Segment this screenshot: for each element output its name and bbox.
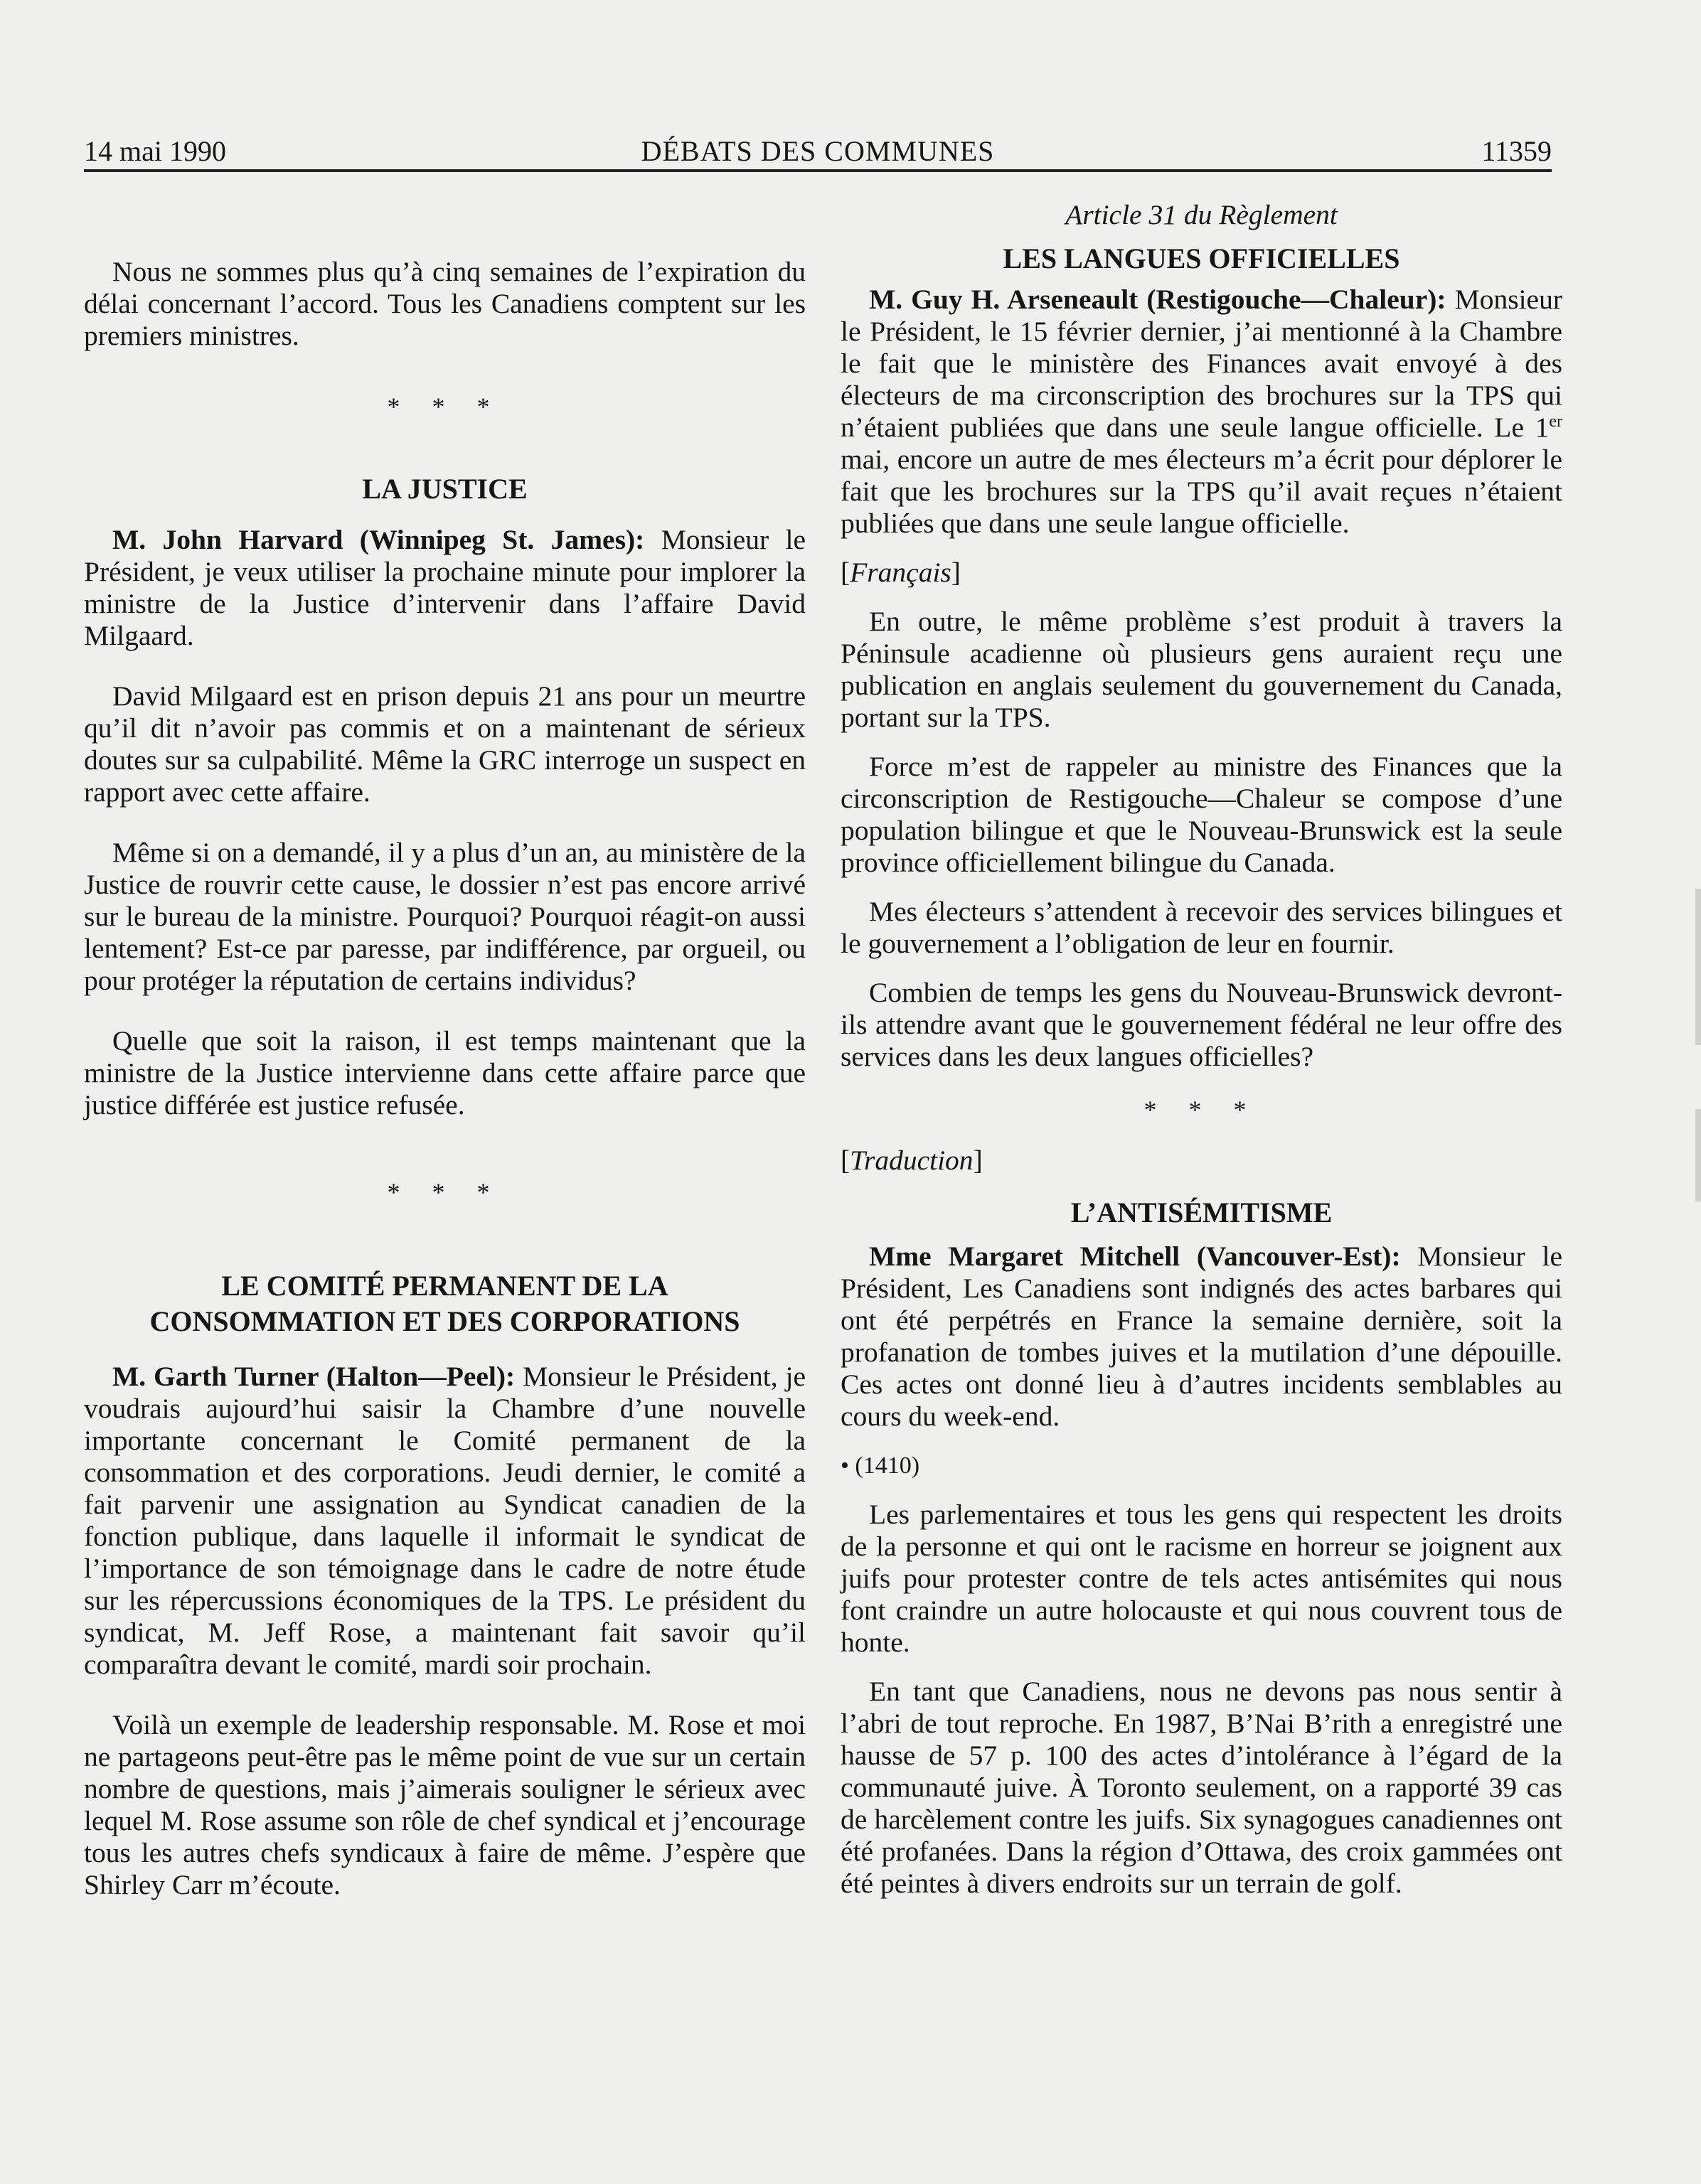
langues-paragraph-5: Combien de temps les gens du Nouveau-Brunswick devront-ils attendre avant que le gouvernement fédéral ne leur offre des services dans les deux langues officielles?: [841, 977, 1562, 1072]
justice-paragraph-4: Quelle que soit la raison, il est temps maintenant que la ministre de la Justice intervienne dans cette affaire parce que justice différée est justice refusée.: [84, 1025, 806, 1120]
page-header: [84, 134, 1552, 172]
section-separator: * * *: [387, 1178, 503, 1206]
speaker-name: M. Guy H. Arseneault (Restigouche—Chaleur):: [869, 284, 1446, 315]
publication-title: DÉBATS DES COMMUNES: [641, 135, 995, 167]
justice-paragraph-3: Même si on a demandé, il y a plus d’un an, au ministère de la Justice de rouvrir cette cause, le dossier n’est pas encore arrivé sur le bureau de la ministre. Pourquoi? Pourquoi réagit-on aussi lentement? Est-ce par paresse, par indifférence, par orgueil, ou pour protéger la réputation de certains individus?: [84, 837, 806, 996]
language-note: [Français]: [841, 557, 961, 588]
left-column: [84, 199, 806, 1901]
superscript: er: [1549, 412, 1562, 431]
section-title-antisemitism: L’ANTISÉMITISME: [1070, 1197, 1333, 1228]
committee-paragraph-2: Voilà un exemple de leadership responsable. M. Rose et moi ne partageons peut-être pas le même point de vue sur un certain nombre de questions, mais j’aimerais souligner le sérieux avec lequel M. Rose assume son rôle de chef syndical et j’encourage tous les autres chefs syndicaux à faire de même. J’espère que Shirley Carr m’écoute.: [84, 1709, 806, 1900]
section-separator: * * *: [387, 392, 503, 421]
speech-text: Monsieur le Président, je veux utiliser la prochaine minute pour implorer la ministre de la Justice d’intervenir dans l’affaire David Milgaard.: [84, 524, 806, 651]
committee-speech: [84, 1361, 806, 1681]
justice-paragraph-2: David Milgaard est en prison depuis 21 ans pour un meurtre qu’il dit n’avoir pas commis et on a maintenant de sérieux doutes sur sa culpabilité. Même la GRC interroge un suspect en rapport avec cette affaire.: [84, 680, 806, 808]
langues-paragraph-2: En outre, le même problème s’est produit à travers la Péninsule acadienne où plusieurs gens auraient reçu une publication en anglais seulement du gouvernement du Canada, portant sur la TPS.: [841, 606, 1562, 733]
langues-paragraph-3: Force m’est de rappeler au ministre des Finances que la circonscription de Restigouche—Chaleur se compose d’une population bilingue et que le Nouveau-Brunswick est la seule province officiellement bilingue du Canada.: [841, 751, 1562, 878]
speaker-name: Mme Margaret Mitchell (Vancouver-Est):: [869, 1241, 1401, 1272]
translation-label: Traduction: [850, 1145, 974, 1176]
speaker-name: M. Garth Turner (Halton—Peel):: [112, 1361, 516, 1392]
langues-paragraph-4: Mes électeurs s’attendent à recevoir des services bilingues et le gouvernement a l’obligation de leur en fournir.: [841, 896, 1562, 959]
section-title-justice: LA JUSTICE: [362, 473, 528, 505]
scan-edge-mark: [1695, 1109, 1701, 1201]
speaker-name: M. John Harvard (Winnipeg St. James):: [112, 524, 645, 555]
time-marker: • (1410): [841, 1452, 920, 1479]
antisem-paragraph-3: En tant que Canadiens, nous ne devons pas nous sentir à l’abri de tout reproche. En 1987, B’Nai B’rith a enregistré une hausse de 57 p. 100 des actes d’intolérance à l’égard de la communauté juive. À Toronto seulement, on a rapporté 39 cas de harcèlement contre les juifs. Six synagogues canadiennes ont été profanées. Dans la région d’Ottawa, des croix gammées ont été peintes à divers endroits sur un terrain de golf.: [841, 1676, 1562, 1899]
translation-note: [Traduction]: [841, 1145, 983, 1176]
standing-order-caption: Article 31 du Règlement: [1065, 199, 1338, 230]
section-title-line-1: LE COMITÉ PERMANENT DE LA: [221, 1270, 668, 1302]
langues-speech: [841, 284, 1562, 540]
page-date: 14 mai 1990: [84, 135, 226, 167]
antisem-paragraph-2: Les parlementaires et tous les gens qui respectent les droits de la personne et qui ont le racisme en horreur se joignent aux juifs pour protester contre de tels actes antisémites qui nous font craindre un autre holocauste et qui nous couvrent tous de honte.: [841, 1499, 1562, 1658]
antisem-speech: [841, 1241, 1562, 1433]
justice-speech: [84, 524, 806, 652]
speech-text: Monsieur le Président, Les Canadiens sont indignés des actes barbares qui ont été perpétrés en France la semaine dernière, soit la profanation de tombes juives et la mutilation d’une dépouille. Ces actes ont donné lieu à d’autres incidents semblables au cours du week-end.: [841, 1241, 1562, 1432]
section-title-langues: LES LANGUES OFFICIELLES: [1003, 242, 1400, 274]
speech-text-continued: mai, encore un autre de mes électeurs m’a écrit pour déplorer le fait que les brochures sur la TPS qu’il avait reçues n’étaient publiées que dans une seule langue officielle.: [841, 444, 1562, 539]
page-number: 11359: [1481, 135, 1552, 167]
language-label: Français: [850, 557, 951, 588]
right-column: [841, 199, 1562, 1900]
section-title-line-2: CONSOMMATION ET DES CORPORATIONS: [149, 1305, 740, 1337]
section-title-committee: [84, 1268, 806, 1339]
scan-edge-mark: [1695, 889, 1701, 1045]
speech-text: Monsieur le Président, le 15 février dernier, j’ai mentionné à la Chambre le fait que le ministère des Finances avait envoyé à des électeurs de ma circonscription des brochures sur la TPS qui n’étaient publiées que dans une seule langue officielle. Le 1: [841, 284, 1562, 443]
speech-text: Monsieur le Président, je voudrais aujourd’hui saisir la Chambre d’une nouvelle importante concernant le Comité permanent de la consommation et des corporations. Jeudi dernier, le comité a fait parvenir une assignation au Syndicat canadien de la fonction publique, dans laquelle il informait le syndicat de l’importance de son témoignage dans le cadre de notre étude sur les répercussions économiques de la TPS. Le président du syndicat, M. Jeff Rose, a maintenant fait savoir qu’il comparaîtra devant le comité, mardi soir prochain.: [84, 1361, 806, 1680]
section-separator: * * *: [1143, 1096, 1259, 1124]
intro-paragraph: Nous ne sommes plus qu’à cinq semaines de l’expiration du délai concernant l’accord. Tous les Canadiens comptent sur les premiers ministres.: [84, 256, 806, 351]
